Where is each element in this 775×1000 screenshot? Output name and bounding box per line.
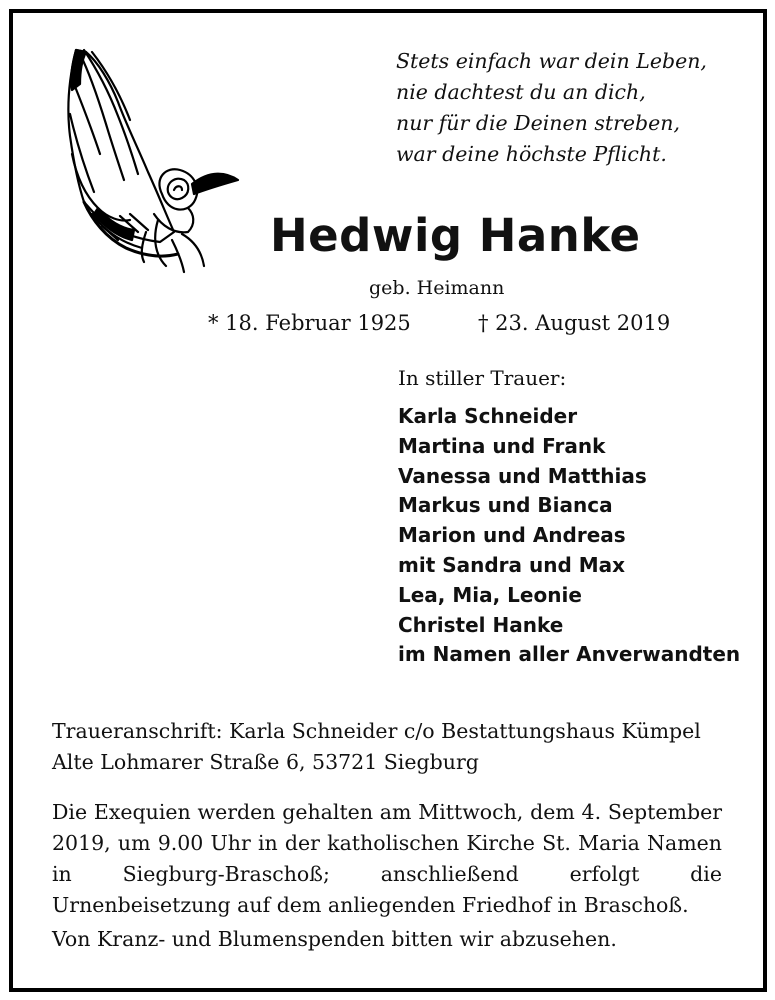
birth-date: * 18. Februar 1925: [208, 311, 411, 335]
mourner-name: Markus und Bianca: [398, 493, 613, 518]
mourner-name: im Namen aller Anverwandten: [398, 642, 741, 667]
poem-line: nur für die Deinen streben,: [396, 111, 680, 135]
address-line: Traueranschrift: Karla Schneider c/o Bestattungshaus Kümpel: [52, 719, 701, 743]
mourner-name: Martina und Frank: [398, 433, 606, 458]
praying-hands-with-rose-icon: [62, 44, 242, 276]
closing-note: Von Kranz- und Blumenspenden bitten wir abzusehen.: [52, 927, 617, 951]
poem-line: war deine höchste Pflicht.: [396, 142, 667, 166]
deceased-name: Hedwig Hanke: [270, 209, 641, 262]
poem: [396, 46, 726, 170]
mourner-name: Marion und Andreas: [398, 523, 626, 548]
mourning-address: [52, 716, 701, 778]
service-details: Die Exequien werden gehalten am Mittwoch, dem 4. September 2019, um 9.00 Uhr in der katholischen Kirche St. Maria Namen in Siegburg-Braschoß; anschließend erfolgt die Urnenbeisetzung auf dem anliegenden Friedhof in Braschoß.: [52, 800, 722, 917]
mourner-name: Karla Schneider: [398, 404, 578, 428]
poem-line: nie dachtest du an dich,: [396, 80, 646, 104]
mourning-intro: In stiller Trauer:: [398, 366, 567, 390]
mourner-list: [398, 402, 740, 670]
poem-line: Stets einfach war dein Leben,: [396, 49, 707, 73]
mourner-name: mit Sandra und Max: [398, 552, 626, 577]
mourner-name: Lea, Mia, Leonie: [398, 582, 582, 607]
death-date: † 23. August 2019: [478, 311, 671, 335]
mourner-name: Christel Hanke: [398, 612, 564, 637]
maiden-name: geb. Heimann: [369, 277, 505, 299]
mourner-name: Vanessa und Matthias: [398, 463, 647, 488]
address-line: Alte Lohmarer Straße 6, 53721 Siegburg: [52, 750, 479, 774]
